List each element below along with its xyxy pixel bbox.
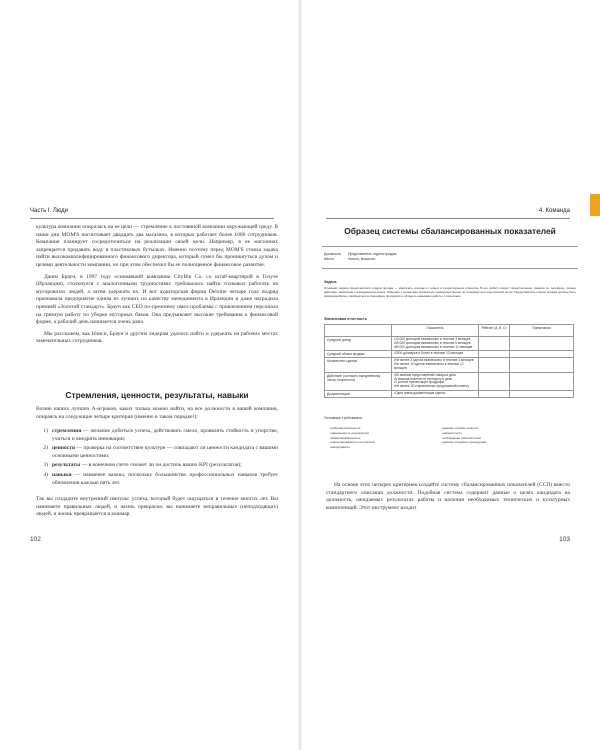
indicator: • 3 устные презентации продукции bbox=[394, 381, 476, 385]
indicator: • 2000 долларов и более в течение 12 месяцев bbox=[394, 352, 476, 356]
table-row bbox=[325, 358, 574, 372]
requirement: • соблюдение рабочей этики bbox=[442, 436, 562, 441]
list-item bbox=[36, 428, 278, 443]
row-indicators bbox=[392, 337, 479, 351]
form-title: Образец системы сбалансированных показателей bbox=[344, 226, 556, 236]
column-header: Показатель bbox=[392, 325, 479, 337]
criteria-list bbox=[36, 428, 278, 489]
requirement: • нацеленность на результат bbox=[330, 431, 440, 436]
indicator: • 10 000 долларов ежемесячно в течение 3 месяцев bbox=[394, 338, 476, 342]
notes-cell bbox=[510, 337, 574, 351]
meta-value: Представитель отдела продаж bbox=[348, 252, 397, 256]
requirement: • доброжелательность bbox=[330, 426, 440, 431]
indicator: • 5 звонков-ответов по телефону в день bbox=[394, 378, 476, 382]
indicator: • Не менее 15 отправленных предложений клиенту bbox=[394, 385, 476, 389]
header-rule-left bbox=[30, 218, 274, 219]
requirements-label: Основные требования: bbox=[324, 416, 363, 420]
table-row bbox=[325, 337, 574, 351]
row-label: Документация bbox=[325, 390, 392, 397]
list-text: — в конечном счете сможет ли он достичь ваших KPI (результатов); bbox=[80, 462, 242, 469]
right-body-text bbox=[326, 482, 570, 516]
row-label: Действие (согласно ежедневному листу отчетности) bbox=[325, 372, 392, 390]
running-head-right: 4. Команда bbox=[538, 208, 570, 214]
requirement: • напористость bbox=[442, 431, 562, 436]
header-rule-right bbox=[326, 218, 570, 219]
list-term: навыки bbox=[52, 471, 72, 478]
requirement: • умение слушать клиента bbox=[442, 426, 562, 431]
requirements-list-left bbox=[330, 426, 440, 450]
notes-cell bbox=[510, 372, 574, 390]
left-intro-text bbox=[36, 406, 278, 425]
running-head-left: Часть I. Люди bbox=[30, 208, 69, 214]
column-header: Рейтинг (A, B, C) bbox=[479, 325, 510, 337]
indicator: • Не менее 3 сделок ежемесячно в течение 3 месяцев bbox=[394, 359, 476, 363]
table-row bbox=[325, 351, 574, 358]
paragraph: Мы расскажем, как Нэнси, Браун и другим лидерам удалось найти и удержать на рабочих местах замечательных сотрудников. bbox=[36, 330, 278, 345]
list-text: — проверка на соответствие культуре — совпадают ли ценности кандидата с вашими основными ценностями; bbox=[52, 445, 278, 459]
requirement: • коммуникабельность bbox=[330, 436, 440, 441]
requirement: • умение следовать процедурам bbox=[442, 440, 562, 445]
task-description: Основная задача представителя отдела продаж — увеличить доходы от новых и существующих клиентов. В его работу входит представление товаров по телефону, личное действие, заявления о вхождении на рынок. Общение с клиентами происходит преимущественно по телефону или электронной почте. Представитель отдела продаж должен быть коммуникабелен, разбираться в специфике продукции и обладать навыками работы с клиентами. bbox=[324, 286, 576, 299]
list-item bbox=[36, 472, 278, 487]
list-text: — наименее важны, поскольку большинство профессиональных навыков требует обновления каждые пять лет. bbox=[52, 471, 278, 486]
indicator: • 50 000 долларов ежемесячно в течение 6 месяцев bbox=[394, 342, 476, 346]
paragraph: культура компании опиралась на ее цели — стремление к постоянной компании окружающей среду. В наши дни MOM'S насчитывает двадцать два магазина, в которых работает более 1000 сотрудников. Компания планирует сосредоточиться на реализации своей цели. Например, в ее магазинах запрещается продавать воду в пластиковых бутылках. Именно поэтому перед MOM'S стояла задача найти высококвалифицированного финансового директора, который сумел бы проникнуться духом и целями деятельности компании, но при этом обеспечил бы ее полноценное финансовое развитие. bbox=[36, 224, 278, 268]
list-item bbox=[36, 462, 278, 470]
row-label: Средний доход bbox=[325, 337, 392, 351]
table-header-row bbox=[325, 325, 574, 337]
task-label: Задача bbox=[324, 280, 337, 284]
paragraph: На основе этих четырех критериев создайте систему сбалансированных показателей (ССП) вместо стандартного описания должности. Подобная система содержит данные о целях кандидата на должность, ожидаемых результатах работы и наличии необходимых технических и культурных компетенций. Этот инструмент входит bbox=[326, 482, 570, 511]
indicator: • 50 звонков представлений товара в день bbox=[394, 374, 476, 378]
notes-cell bbox=[510, 390, 574, 397]
form-meta bbox=[324, 252, 396, 261]
list-number: 4) bbox=[43, 471, 48, 478]
table-row bbox=[325, 390, 574, 397]
chapter-tab bbox=[590, 194, 600, 216]
list-number: 2) bbox=[43, 445, 48, 452]
rating-cell bbox=[479, 337, 510, 351]
row-label: Количество сделок bbox=[325, 358, 392, 372]
book-gutter bbox=[298, 0, 302, 750]
requirement: • находчивость bbox=[330, 445, 440, 450]
column-header bbox=[325, 325, 392, 337]
rating-cell bbox=[479, 351, 510, 358]
indicator: • 80 000 долларов ежемесячно в течение 12 месяцев bbox=[394, 346, 476, 350]
financial-table bbox=[324, 324, 574, 398]
list-number: 1) bbox=[43, 428, 48, 434]
form-rule bbox=[322, 268, 578, 269]
list-number: 3) bbox=[43, 462, 48, 469]
list-term: стремления bbox=[52, 428, 82, 434]
rating-cell bbox=[479, 358, 510, 372]
table-row bbox=[325, 372, 574, 390]
row-indicators bbox=[392, 372, 479, 390]
rating-cell bbox=[479, 390, 510, 397]
page-number-left: 102 bbox=[30, 536, 41, 543]
section-heading: Стремления, ценности, результаты, навыки bbox=[65, 390, 249, 400]
meta-row bbox=[324, 257, 396, 262]
indicator: • Не менее 10 сделок ежемесячно в течение 12 месяцев bbox=[394, 363, 476, 371]
left-closing-text bbox=[36, 496, 278, 523]
row-indicators bbox=[392, 390, 479, 397]
paragraph: Джим Браун, в 1997 году основавший компанию CityBin Co. со штаб-квартирой в Голуэе (Ирландия), столкнулся с аналогичными трудностями: требовалось найти толковых работать на мусоровозах людей, а затем удержать их. И вот аудиторская фирма Deloitte четыре года подряд признавала предприятие одним из лучших по качеству менеджмента в Ирландии и даже наградила премией «Золотой стандарт». Браун как CEO по-прежнему имел проблемы с привлечением персонала на грязную работу по уборке мусорных баков. Она предъявляет высокие требования к финансовой форме, а рабочий день начинается очень рано. bbox=[36, 273, 278, 326]
meta-key: Место bbox=[324, 256, 334, 261]
list-term: результаты bbox=[52, 462, 81, 469]
meta-key: Должность bbox=[324, 252, 342, 256]
row-indicators bbox=[392, 351, 479, 358]
meta-value: Ничего, Вешалос bbox=[348, 256, 376, 261]
page-number-right: 103 bbox=[559, 536, 570, 543]
indicator: • Одна новая документация сделок bbox=[394, 392, 476, 396]
paragraph: Так вы создадите внутренний импульс успеха, который будет ощущаться в течение многих лет. Вы нанимаете правильных людей, и жизнь прекрасна; вы нанимаете неправильных (неподходящих) людей, и жизнь превращается в кошмар. bbox=[36, 496, 278, 518]
list-text: — желание добиться успеха, действовать смело, проявлять стойкость и упорство, учиться и внедрять инновации; bbox=[52, 428, 278, 442]
form-rule bbox=[322, 246, 578, 247]
scorecard-form bbox=[322, 220, 578, 468]
list-term: ценности bbox=[52, 445, 76, 452]
notes-cell bbox=[510, 351, 574, 358]
requirement: • ориентированность на клиента bbox=[330, 440, 440, 445]
paragraph: Возню наших лучших А-игроков, каких только можно найти, на все должности в вашей компании, опираясь на следующие четыре критерия (именно в таком порядке!): bbox=[36, 406, 278, 420]
left-body-text bbox=[36, 224, 278, 350]
list-item bbox=[36, 445, 278, 460]
requirements-list-right bbox=[442, 426, 562, 445]
rating-cell bbox=[479, 372, 510, 390]
financial-label: Финансовая отчетность bbox=[324, 317, 368, 321]
column-header: Примечания bbox=[510, 325, 574, 337]
notes-cell bbox=[510, 358, 574, 372]
row-indicators bbox=[392, 358, 479, 372]
row-label: Средний объем продаж bbox=[325, 351, 392, 358]
